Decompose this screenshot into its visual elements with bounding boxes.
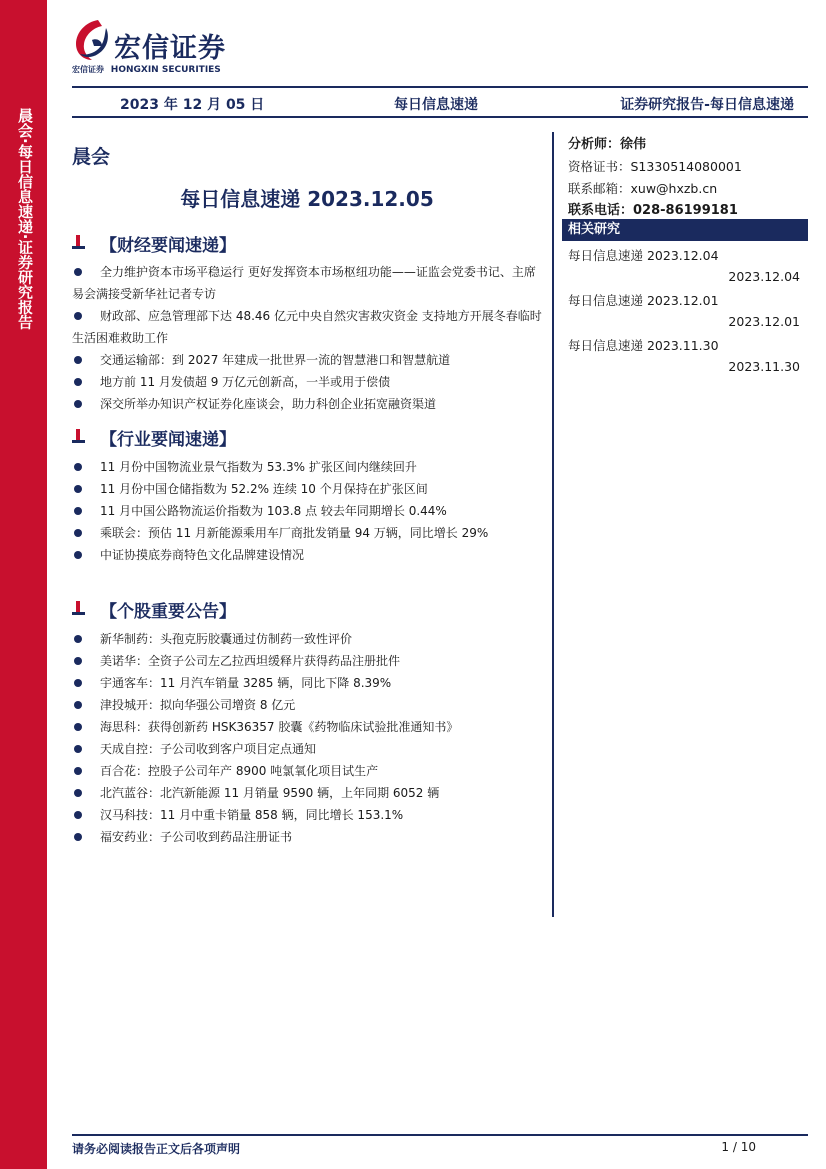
- list-item-text: 交通运输部：到 2027 年建成一批世界一流的智慧港口和智慧航道: [100, 353, 451, 367]
- analyst-info: [568, 134, 808, 222]
- list-item[interactable]: [72, 261, 544, 305]
- news-list: [72, 628, 544, 848]
- list-item[interactable]: [72, 650, 544, 672]
- list-item[interactable]: [72, 716, 544, 738]
- logo-name: 宏信证券: [114, 33, 226, 64]
- list-item[interactable]: [72, 782, 544, 804]
- section-title: 【个股重要公告】: [100, 601, 236, 622]
- list-item[interactable]: [72, 804, 544, 826]
- bullet-icon: [74, 767, 82, 775]
- list-item-text: 财政部、应急管理部下达 48.46 亿元中央自然灾害救灾资金 支持地方开展冬春临时生活困难救助工作: [72, 309, 542, 345]
- list-item[interactable]: [72, 738, 544, 760]
- side-band-text: 晨会·每日信息速递·证券研究报告: [16, 108, 34, 330]
- list-item[interactable]: [72, 500, 544, 522]
- bullet-icon: [74, 789, 82, 797]
- list-item-text: 中证协摸底券商特色文化品牌建设情况: [100, 548, 305, 562]
- list-item-text: 11 月份中国物流业景气指数为 53.3% 扩张区间内继续回升: [100, 460, 417, 474]
- list-item[interactable]: [72, 628, 544, 650]
- bullet-icon: [74, 400, 82, 408]
- list-item[interactable]: [72, 760, 544, 782]
- section-heading: [72, 230, 236, 256]
- list-item[interactable]: [72, 522, 544, 544]
- analyst-phone: 联系电话：028-86199181: [568, 203, 738, 218]
- bullet-icon: [74, 811, 82, 819]
- related-item-title: 每日信息速递 2023.12.01: [568, 293, 719, 308]
- bullet-icon: [74, 463, 82, 471]
- analyst-email[interactable]: 联系邮箱：xuw@hxzb.cn: [568, 181, 718, 196]
- bullet-icon: [74, 701, 82, 709]
- report-category: 每日信息速递: [394, 97, 478, 113]
- list-item-text: 百合花：控股子公司年产 8900 吨氯氧化项目试生产: [100, 764, 379, 778]
- footer-rule: [72, 1134, 808, 1136]
- section-marker-icon: [72, 235, 86, 251]
- list-item[interactable]: [72, 672, 544, 694]
- report-type: 证券研究报告-每日信息速递: [620, 97, 794, 113]
- column-divider: [552, 132, 554, 917]
- list-item[interactable]: [72, 826, 544, 848]
- bullet-icon: [74, 356, 82, 364]
- bullet-icon: [74, 529, 82, 537]
- section-marker-icon: [72, 429, 86, 445]
- related-item[interactable]: [568, 245, 800, 287]
- list-item-text: 汉马科技：11 月中重卡销量 858 辆，同比增长 153.1%: [100, 808, 404, 822]
- list-item[interactable]: [72, 456, 544, 478]
- bullet-icon: [74, 635, 82, 643]
- list-item-text: 津投城开：拟向华强公司增资 8 亿元: [100, 698, 296, 712]
- section-heading: [72, 424, 236, 450]
- related-item[interactable]: [568, 290, 800, 332]
- list-item-text: 全力维护资本市场平稳运行 更好发挥资本市场枢纽功能——证监会党委书记、主席易会满接受新华社记者专访: [72, 265, 536, 301]
- list-item-text: 11 月中国公路物流运价指数为 103.8 点 较去年同期增长 0.44%: [100, 504, 447, 518]
- bullet-icon: [74, 551, 82, 559]
- list-item[interactable]: [72, 544, 544, 566]
- bullet-icon: [74, 312, 82, 320]
- bullet-icon: [74, 378, 82, 386]
- related-item-date: 2023.11.30: [728, 359, 800, 374]
- section-marker-icon: [72, 601, 86, 617]
- list-item[interactable]: [72, 694, 544, 716]
- side-band: [0, 0, 47, 1169]
- bullet-icon: [74, 268, 82, 276]
- list-item[interactable]: [72, 305, 544, 349]
- company-name: 晨会: [72, 146, 111, 168]
- analyst-certificate: 资格证书：S1330514080001: [568, 159, 742, 174]
- list-item[interactable]: [72, 478, 544, 500]
- page-number: 1 / 10: [721, 1140, 756, 1154]
- analyst-name: 分析师：徐伟: [568, 137, 647, 152]
- related-research-title: 相关研究: [562, 219, 808, 241]
- company-logo: [72, 18, 292, 78]
- list-item-text: 11 月份中国仓储指数为 52.2% 连续 10 个月保持在扩张区间: [100, 482, 428, 496]
- logo-subtitle: [72, 64, 221, 75]
- list-item-text: 福安药业：子公司收到药品注册证书: [100, 830, 293, 844]
- logo-sub-cn: 宏信证券: [72, 65, 104, 74]
- section-title: 【行业要闻速递】: [100, 429, 236, 450]
- bullet-icon: [74, 745, 82, 753]
- report-title: 每日信息速递 2023.12.05: [180, 187, 434, 211]
- bullet-icon: [74, 833, 82, 841]
- header-bar: [72, 86, 808, 118]
- related-item-date: 2023.12.04: [728, 269, 800, 284]
- list-item-text: 新华制药：头孢克肟胶囊通过仿制药一致性评价: [100, 632, 353, 646]
- news-list: [72, 456, 544, 566]
- news-list: [72, 261, 544, 415]
- list-item-text: 地方前 11 月发债超 9 万亿元创新高，一半或用于偿债: [100, 375, 391, 389]
- list-item-text: 北汽蓝谷：北汽新能源 11 月销量 9590 辆，上年同期 6052 辆: [100, 786, 440, 800]
- list-item-text: 天成自控：子公司收到客户项目定点通知: [100, 742, 317, 756]
- list-item-text: 深交所举办知识产权证券化座谈会，助力科创企业拓宽融资渠道: [100, 397, 437, 411]
- report-date: 2023 年 12 月 05 日: [120, 97, 265, 113]
- related-research-list: [568, 245, 800, 380]
- list-item-text: 乘联会：预估 11 月新能源乘用车厂商批发销量 94 万辆，同比增长 29%: [100, 526, 489, 540]
- bullet-icon: [74, 507, 82, 515]
- bullet-icon: [74, 657, 82, 665]
- bullet-icon: [74, 679, 82, 687]
- logo-sub-en: HONGXIN SECURITIES: [110, 65, 221, 75]
- related-item[interactable]: [568, 335, 800, 377]
- bullet-icon: [74, 723, 82, 731]
- section-heading: [72, 596, 236, 622]
- section-title: 【财经要闻速递】: [100, 235, 236, 256]
- list-item[interactable]: [72, 371, 544, 393]
- list-item[interactable]: [72, 393, 544, 415]
- logo-mark-icon: [72, 18, 112, 70]
- bullet-icon: [74, 485, 82, 493]
- related-item-title: 每日信息速递 2023.11.30: [568, 338, 719, 353]
- list-item[interactable]: [72, 349, 544, 371]
- related-item-date: 2023.12.01: [728, 314, 800, 329]
- list-item-text: 宇通客车：11 月汽车销量 3285 辆，同比下降 8.39%: [100, 676, 392, 690]
- list-item-text: 海思科：获得创新药 HSK36357 胶囊《药物临床试验批准通知书》: [100, 720, 459, 734]
- footer-disclaimer: 请务必阅读报告正文后各项声明: [72, 1142, 241, 1156]
- related-item-title: 每日信息速递 2023.12.04: [568, 248, 719, 263]
- list-item-text: 美诺华：全资子公司左乙拉西坦缓释片获得药品注册批件: [100, 654, 401, 668]
